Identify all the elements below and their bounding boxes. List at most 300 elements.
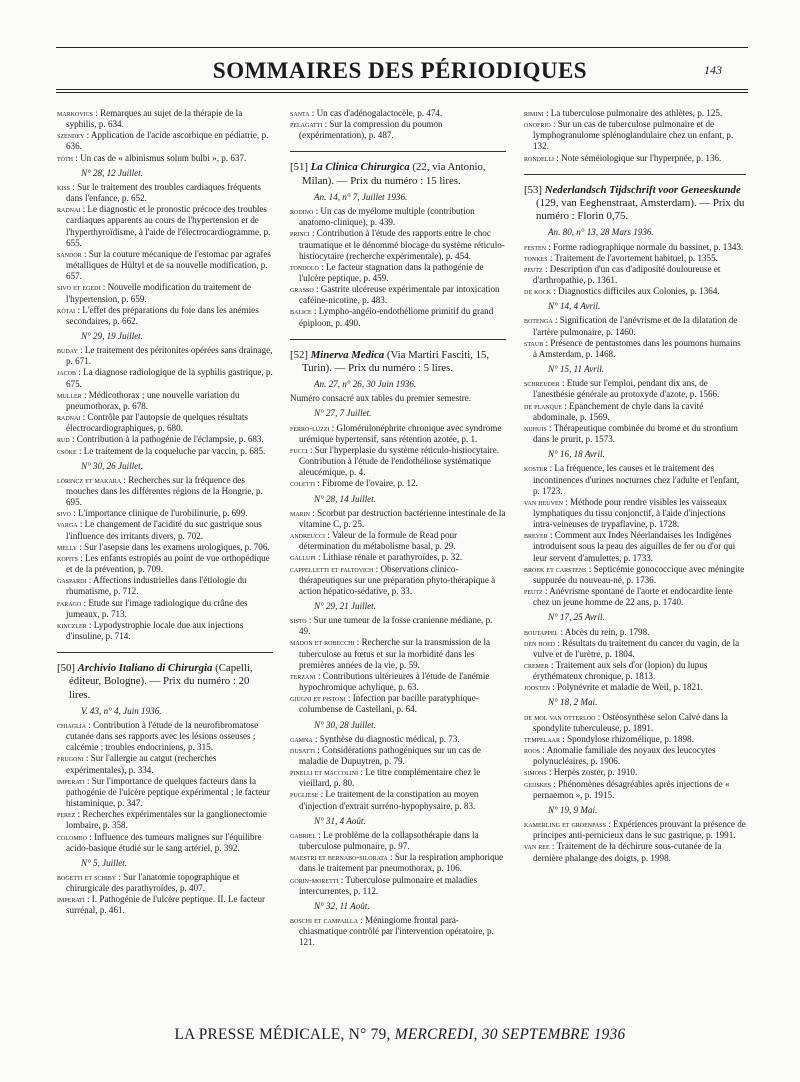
abstract-entry: breyer : Comment aux Indes Néerlandaises les Indigènes introduisent sous la peau des aiguilles de fer ou d'or qui leur servent d'amulettes, p. 1733. — [524, 530, 736, 563]
entry-author: szendey — [57, 131, 85, 141]
entry-author: van heuven — [524, 497, 563, 507]
abstract-entry: csöke : Le traitement de la coqueluche par vaccin, p. 685. — [57, 445, 266, 456]
issue-heading: N° 28, 14 Juillet. — [314, 493, 376, 504]
entry-text: Signification de l'anévrisme et de la dilatation de l'artère pulmonaire, p. 1460. — [533, 315, 738, 337]
abstract-entry: staub : Présence de pentastomes dans les poumons humains à Amsterdam, p. 1468. — [524, 337, 741, 359]
entry-text: Glomérulonéphrite chronique avec syndrome urémique hypertensif, sans rétention azotée, p. 1. — [299, 422, 502, 444]
entry-text: Sur l'importance de quelques facteurs dans la pathogénie de l'ulcère peptique expérimental ; le facteur histaminique, p. 347. — [66, 775, 270, 809]
entry-author: coletti — [290, 479, 315, 489]
entry-text: Anomalie familiale des noyaux des leucocytes polynucléaires, p. 1906. — [533, 745, 716, 767]
entry-text: Sur le traitement des troubles cardiaques fréquents dans l'enfance, p. 652. — [66, 181, 261, 204]
abstract-entry: geijskes : Phénomènes désagréables après injections de « pernaemon », p. 1915. — [524, 778, 730, 800]
abstract-entry: de mol van otterloo : Ostéosynthèse selon Calvé dans la spondylite tuberculeuse, p. 1891. — [524, 711, 728, 733]
abstract-entry: farago : Etude sur l'image radiologique du crâne des jumeaux, p. 713. — [57, 597, 248, 619]
entry-author: maestri et bernabo-silorata — [290, 853, 388, 863]
entry-author: tóth — [57, 153, 73, 163]
page-title: SOMMAIRES DES PÉRIODIQUES — [212, 58, 588, 83]
entry-text: Description d'un cas d'adiposité douloureuse et d'arthropathie, p. 1361. — [533, 263, 721, 286]
entry-author: grasso — [290, 285, 314, 295]
entry-author: princi — [290, 229, 310, 239]
abstract-entry: nijhuis : Thérapeutique combinée du brome et du strontium dans le prurit, p. 1573. — [524, 422, 738, 445]
column-2 — [290, 108, 506, 949]
entry-author: ferro-luzzi — [290, 423, 330, 433]
abstract-entry: cappelletti et faltovich : Observations clinico-thérapeutiques sur une préparation phyto-thérapique à action hépatico-sédative, p. 33. — [290, 563, 496, 596]
entry-author: colombo — [57, 832, 88, 842]
entry-text: L'importance clinique de l'urobilinurie, p. 699. — [78, 508, 248, 519]
abstract-entry: imperati : I. Pathogénie de l'ulcère peptique. II. Le facteur surrénal, p. 461. — [57, 894, 266, 916]
entry-text: Un cas d'adénogalactocèle, p. 474. — [316, 108, 443, 118]
abstract-entry: joosten : Polynévrite et maladie de Weil, p. 1821. — [524, 682, 703, 693]
abstract-entry: sivo et egedi : Nouvelle modification du traitement de l'hypertension, p. 659. — [57, 282, 251, 304]
entry-text: Sur l'allergie au catgut (recherches expérimentales), p. 334. — [66, 753, 217, 775]
entry-text: Spondylose rhizomélique, p. 1898. — [567, 733, 694, 744]
abstract-entry: frugoni : Sur l'allergie au catgut (recherches expérimentales), p. 334. — [57, 753, 217, 775]
entry-text: Lypodystrophie locale due aux injections d'insuline, p. 714. — [66, 619, 244, 642]
abstract-entry: jacob : La diagnose radiologique de la syphilis gastrique, p. 675. — [57, 367, 273, 389]
entry-text: Herpès zoster, p. 1910. — [553, 767, 638, 778]
abstract-entry: perez : Recherches expérimentales sur la ganglionectomie lombaire, p. 358. — [57, 809, 267, 831]
abstract-entry: peutz : Anévrisme spontané de l'aorte et endocardite lente chez un jeune homme de 22 ans, p. 1740. — [524, 586, 733, 608]
entry-author: nijhuis — [524, 423, 547, 433]
section-divider — [290, 339, 506, 340]
entry-text: La tuberculose pulmonaire des athlètes, p. 125. — [550, 108, 723, 118]
entry-author: boutappel — [524, 627, 559, 637]
entry-text: Expériences prouvant la présence de principes anti-pernicieux dans le suc gastrique, p. 1991. — [533, 819, 746, 841]
journal-details: (129, van Eeghenstraat, Amsterdam). — Prix du numéro : Florin 0,75. — [536, 196, 745, 223]
entry-text: Diagnostics difficiles aux Colonies, p. 1364. — [558, 286, 720, 297]
abstract-entry: gabriel : Le problème de la collapsothérapie dans la tuberculose pulmonaire, p. 97. — [290, 829, 479, 852]
journal-heading — [290, 349, 506, 375]
abstract-entry: kopits : Les enfants estropiés au point de vue orthopédique et de la prévention, p. 709. — [57, 552, 270, 575]
abstract-entry: fucci : Sur l'hyperplasie du système réticulo-histiocytaire. Contribution à l'étude de l'endothéliose systématique aleucémique, p. 4. — [290, 444, 499, 478]
entry-text: Le titre complémentaire chez le vieillard, p. 80. — [299, 767, 481, 789]
entry-author: perez — [57, 810, 76, 820]
entry-author: gabriel — [290, 830, 316, 840]
entry-text: Note séméiologique sur l'hyperpnée, p. 136. — [561, 152, 722, 163]
entry-text: Le problème de la collapsothérapie dans la tuberculose pulmonaire, p. 97. — [299, 829, 479, 852]
entry-text: Sur l'asepsie dans les examens urologiques, p. 706. — [84, 541, 270, 552]
abstract-entry: lörincz et makara : Recherches sur la fréquence des mouches dans les différentes régions de la Hongrie, p. 695. — [57, 474, 263, 508]
issue-heading: N° 30, 28 Juillet. — [314, 719, 376, 730]
entry-author: botenga — [524, 316, 553, 326]
abstract-entry: gaspardi : Affections industrielles dans l'étiologie du rhumatisme, p. 712. — [57, 575, 247, 597]
entry-author: schreuder — [524, 379, 560, 389]
entry-text: Comment aux Indes Néerlandaises les Indigènes introduisent sous la peau des aiguilles de fer ou d'or qui leur servent d'amulettes, p. 1733. — [533, 530, 736, 563]
entry-text: Phénomènes désagréables après injections de « pernaemon », p. 1915. — [533, 778, 730, 800]
abstract-entry: de kock : Diagnostics difficiles aux Colonies, p. 1364. — [524, 286, 720, 297]
entry-author: frugoni — [57, 754, 84, 764]
entry-text: Le traitement de la constipation au moyen d'injection d'extrait surréno-hypophysaire, p. 83. — [299, 789, 479, 811]
entry-text: Contribution à la pathogénie de l'éclampsie, p. 683. — [76, 434, 264, 445]
abstract-entry: maestri et bernabo-silorata : Sur la respiration amphorique dans le traitement par pneumothorax, p. 106. — [290, 852, 504, 874]
section-divider — [524, 174, 746, 175]
entry-author: madon et robecchi — [290, 638, 355, 648]
entry-text: Considérations pathogéniques sur un cas de maladie de Dupuytren, p. 79. — [299, 744, 481, 766]
issue-note: Numéro consacré aux tables du premier semestre. — [290, 393, 472, 404]
entry-author: rodino — [290, 207, 314, 217]
abstract-entry: simons : Herpès zoster, p. 1910. — [524, 767, 638, 778]
issue-heading: N° 30, 26 Juillet. — [81, 460, 143, 471]
abstract-entry: radnai : Contrôle par l'autopsie de quelques résultats électrocardiographiques, p. 680. — [57, 412, 248, 434]
abstract-entry: roos : Anomalie familiale des noyaux des leucocytes polynucléaires, p. 1906. — [524, 745, 716, 767]
entry-text: Etude sur l'emploi, pendant dix ans, de l'anesthésie générale au protoxyde d'azote, p. 1566. — [533, 378, 720, 400]
entry-text: Le facteur stagnation dans la pathogénie de l'ulcère peptique, p. 459. — [299, 261, 484, 283]
abstract-entry: colombo : Influence des tumeurs malignes sur l'équilibre acido-basique étudié sur le sang artériel, p. 392. — [57, 831, 262, 853]
footer — [0, 1026, 800, 1044]
abstract-entry: van heuven : Méthode pour rendre visibles les vaisseaux lymphatiques du tissu conjonctif, à l'aide d'injections intra-veineuses de trypaflavine, p. 1728. — [524, 496, 727, 530]
issue-heading: An. 14, n° 7, Juillet 1936. — [314, 191, 408, 202]
entry-text: Synthèse du diagnostic médical, p. 73. — [319, 733, 460, 744]
column-3 — [524, 108, 746, 864]
abstract-entry: de planque : Epanchement de chyle dans la cavité abdominale, p. 1569. — [524, 400, 704, 422]
entry-author: farago — [57, 598, 82, 608]
entry-author: gorin-moretti — [290, 875, 339, 885]
entry-text: Forme radiographique normale du bassinet, p. 1343. — [553, 241, 744, 252]
entry-author: lörincz et makara — [57, 475, 122, 485]
abstract-entry: tondolo : Le facteur stagnation dans la pathogénie de l'ulcère peptique, p. 459. — [290, 261, 484, 283]
entry-author: andreucci — [290, 531, 326, 541]
abstract-entry: coletti : Fibrome de l'ovaire, p. 12. — [290, 478, 418, 489]
issue-heading: N° 18, 2 Mai. — [548, 697, 598, 708]
entry-text: Sur la couture mécanique de l'estomac par agrafes métalliques de Hültyl et de sa nouvelle modification, p. 657. — [66, 248, 271, 282]
entry-author: rud — [57, 435, 70, 445]
entry-text: Présence de pentastomes dans les poumons humains à Amsterdam, p. 1468. — [533, 337, 741, 359]
abstract-entry: marin : Scorbut par destruction bactérienne intestinale de la vitamine C, p. 25. — [290, 507, 506, 529]
abstract-entry: peutz : Description d'un cas d'adiposité douloureuse et d'arthropathie, p. 1361. — [524, 263, 721, 286]
entry-text: Un cas de « albinismus solum bulbi », p. 637. — [80, 152, 247, 163]
title-rule — [56, 89, 748, 90]
entry-author: kinczler — [57, 620, 87, 630]
entry-author: cappelletti et faltovich — [290, 564, 374, 574]
entry-author: buday — [57, 346, 78, 356]
entry-text: Contribution à l'étude de la neurofibromatose cutanée dans ses rapports avec les lésions osseuses ; calcémie ; troubles endocriniens, p. 315. — [66, 719, 259, 753]
issue-heading: N° 5, Juillet. — [81, 857, 128, 868]
entry-text: Thérapeutique combinée du brome et du strontium dans le prurit, p. 1573. — [533, 422, 738, 445]
entry-text: Recherche sur la transmission de la tuberculose au fœtus et sur la morbidité dans les premières années de la vie, p. 59. — [299, 637, 491, 670]
entry-text: Traitement de la déchirure sous-cutanée de la dernière phalange des doigts, p. 1998. — [533, 841, 722, 863]
issue-heading: N° 32, 11 Août. — [314, 900, 370, 911]
abstract-entry: tóth : Un cas de « albinismus solum bulbi », p. 637. — [57, 152, 247, 163]
entry-author: tondolo — [290, 262, 319, 272]
abstract-entry: balice : Lympho-angéio-endothéliome primitif du grand épiploon, p. 490. — [290, 306, 494, 328]
entry-text: Le diagnostic et le pronostic précoce des troubles cardiaques apparents au cours de l'hypertension et de l'hyperthyroïdisme, à l'aide de l'électrocardiogramme, p. 655. — [66, 204, 271, 248]
entry-author: imperati — [57, 776, 85, 786]
abstract-entry: sándor : Sur la couture mécanique de l'estomac par agrafes métalliques de Hültyl et de sa nouvelle modification, p. 657. — [57, 248, 271, 282]
journal-details: (22, via Antonio, Milan). — Prix du numéro : 15 lires. — [302, 161, 486, 187]
entry-author: breyer — [524, 531, 548, 541]
entry-author: broek et carstens — [524, 564, 587, 574]
entry-text: Scorbut par destruction bactérienne intestinale de la vitamine C, p. 25. — [299, 507, 506, 529]
entry-text: Un cas de myélome multiple (contribution anatomo-clinique), p. 439. — [299, 206, 475, 228]
page-number: 143 — [704, 63, 722, 77]
entry-author: kamerling et groenpass — [524, 820, 606, 830]
entry-text: Résultats du traitement du cancer du vagin, de la vulve et de l'urètre, p. 1804. — [533, 637, 740, 659]
entry-text: I. Pathogénie de l'ulcère peptique. II. Le facteur surrénal, p. 461. — [66, 894, 266, 916]
entry-text: Recherches expérimentales sur la ganglionectomie lombaire, p. 358. — [66, 809, 267, 831]
abstract-entry: onofrio : Sur un cas de tuberculose pulmonaire et de lymphogranulome splénoglandulaire chez un enfant, p. 132. — [524, 119, 734, 152]
entry-author: gamna — [290, 734, 313, 744]
entry-author: de mol van otterloo — [524, 712, 596, 722]
entry-author: kopits — [57, 553, 79, 563]
issue-heading: V. 43, n° 4, Juin 1936. — [81, 705, 162, 716]
issue-heading: N° 17, 25 Avril. — [548, 612, 605, 623]
top-rule — [56, 47, 748, 48]
entry-author: geijskes — [524, 779, 552, 789]
entry-text: Septicémie gonococcique avec méningite suppurée du nouveau-né, p. 1736. — [533, 563, 745, 585]
abstract-entry: boschi et campailla : Méningiome frontal para-chiasmatique contrôlé par l'intervention opératoire, p. 121. — [290, 915, 494, 948]
issue-heading: N° 16, 18 Avril. — [548, 449, 605, 460]
entry-author: van ree — [524, 842, 550, 852]
abstract-entry: botenga : Signification de l'anévrisme et de la dilatation de l'artère pulmonaire, p. 1460. — [524, 315, 738, 337]
journal-number: [53] — [524, 183, 542, 196]
entry-author: chiaglia — [57, 720, 86, 730]
abstract-entry: grasso : Gastrite ulcéreuse expérimentale par intoxication caféine-nicotine, p. 483. — [290, 284, 500, 306]
journal-number: [50] — [57, 662, 75, 675]
entry-author: marin — [290, 508, 311, 518]
abstract-entry: andreucci : Valeur de la formule de Read pour détermination du métabolisme basal, p. 29. — [290, 530, 458, 552]
entry-author: markovics — [57, 109, 94, 118]
entry-text: Remarques au sujet de la thérapie de la syphilis, p. 634. — [66, 108, 243, 130]
entry-author: tempelaar — [524, 734, 560, 744]
entry-author: gaspardi — [57, 576, 87, 586]
abstract-entry: cremer : Traitement aux sels d'or (lopion) du lupus érythémateux chronique, p. 1813. — [524, 660, 708, 682]
journal-number: [51] — [290, 161, 308, 174]
footer-number: N° 79, — [348, 1026, 391, 1043]
issue-heading: N° 14, 4 Avril. — [548, 301, 601, 312]
entry-text: Traitement aux sels d'or (lopion) du lupus érythémateux chronique, p. 1813. — [533, 660, 708, 682]
abstract-entry: festen : Forme radiographique normale du bassinet, p. 1343. — [524, 241, 744, 252]
entry-text: Médicothorax ; une nouvelle variation du pneumothorax, p. 678. — [66, 389, 240, 411]
entry-author: imperati — [57, 895, 85, 905]
issue-heading: N° 27, 7 Juillet. — [314, 408, 372, 419]
abstract-entry: ferro-luzzi : Glomérulonéphrite chronique avec syndrome urémique hypertensif, sans rétention azotée, p. 1. — [290, 422, 502, 444]
entry-text: Le changement de l'acidité du suc gastrique sous l'influence des irritants divers, p. 702. — [66, 519, 262, 541]
entry-text: Polynévrite et maladie de Weil, p. 1821. — [557, 682, 703, 693]
entry-author: pelagatti — [290, 120, 323, 130]
abstract-entry: chiaglia : Contribution à l'étude de la neurofibromatose cutanée dans ses rapports avec les lésions osseuses ; calcémie ; troubles endocriniens, p. 315. — [57, 719, 259, 753]
entry-author: pugliese — [290, 790, 319, 800]
entry-author: rondelli — [524, 153, 554, 163]
abstract-entry: gorin-moretti : Tuberculose pulmonaire et maladies intercurrentes, p. 112. — [290, 874, 478, 896]
entry-author: fucci — [290, 445, 308, 455]
issue-heading: N° 29, 19 Juillet. — [81, 330, 143, 341]
abstract-entry: giugni et pistoni : Infection par bacille paratyphique-columbense de Castellani, p. 64. — [290, 693, 479, 715]
abstract-entry: rondelli : Note séméiologique sur l'hyperpnée, p. 136. — [524, 152, 722, 163]
abstract-entry: schreuder : Etude sur l'emploi, pendant dix ans, de l'anesthésie générale au protoxyde d'azote, p. 1566. — [524, 378, 720, 400]
footer-date: MERCREDI, 30 SEPTEMBRE 1936 — [394, 1026, 626, 1043]
issue-heading: An. 80, n° 13, 28 Mars 1936. — [548, 227, 654, 238]
entry-author: festen — [524, 242, 547, 252]
entry-author: balice — [290, 307, 312, 317]
entry-text: Contributions ultérieures à l'étude de l'anémie hypochromique achylique, p. 63. — [299, 670, 490, 693]
journal-heading — [57, 662, 273, 702]
entry-text: Lympho-angéio-endothéliome primitif du grand épiploon, p. 490. — [299, 306, 494, 328]
entry-author: onofrio — [524, 120, 551, 130]
entry-author: staub — [524, 338, 544, 348]
entry-text: La fréquence, les causes et le traitement des incontinences d'urines nocturnes chez l'adulte et l'enfant, p. 1723. — [533, 463, 740, 496]
entry-text: Observations clinico-thérapeutiques sur une préparation phyto-thérapique à action hépatico-sédative, p. 33. — [299, 563, 496, 596]
abstract-entry: pinelli et maccolini : Le titre complémentaire chez le vieillard, p. 80. — [290, 767, 481, 789]
entry-text: Sur une tumeur de la fosse cranienne médiane, p. 49. — [299, 615, 493, 637]
journal-details: (Via Martiri Fasciti, 15, Turin). — Prix du numéro : 5 lires. — [302, 348, 490, 374]
entry-text: Contrôle par l'autopsie de quelques résultats électrocardiographiques, p. 680. — [66, 412, 248, 434]
entry-text: Sur la compression du poumon (expérimentation), p. 487. — [299, 119, 443, 141]
entry-text: Valeur de la formule de Read pour détermination du métabolisme basal, p. 29. — [299, 530, 458, 552]
abstract-entry: van ree : Traitement de la déchirure sous-cutanée de la dernière phalange des doigts, p. 1998. — [524, 841, 722, 863]
abstract-entry: rodino : Un cas de myélome multiple (contribution anatomo-clinique), p. 439. — [290, 206, 475, 228]
abstract-entry: szendey : Application de l'acide ascorbique en pédiatrie, p. 636. — [57, 130, 269, 152]
abstract-entry: kótai : L'effet des préparations du foie dans les anémies secondaires, p. 662. — [57, 304, 259, 326]
abstract-entry: buday : Le traitement des péritonites opérées sans drainage, p. 671. — [57, 345, 273, 367]
entry-text: Sur un cas de tuberculose pulmonaire et de lymphogranulome splénoglandulaire chez un enfant, p. 132. — [533, 119, 734, 152]
abstract-entry: gallupi : Lithiase rénale et parathyroïdes, p. 32. — [290, 552, 463, 563]
entry-author: giugni et pistoni — [290, 694, 346, 704]
journal-number: [52] — [290, 348, 308, 361]
journal-heading — [524, 184, 746, 224]
entry-author: peutz — [524, 264, 543, 274]
entry-text: Le traitement des péritonites opérées sans drainage, p. 671. — [66, 345, 273, 367]
entry-author: peutz — [524, 587, 543, 597]
entry-author: radnai — [57, 205, 81, 215]
entry-author: sivo et egedi — [57, 283, 101, 293]
entry-author: de kock — [524, 287, 552, 297]
entry-author: tonkes — [524, 253, 548, 263]
entry-text: Sur la respiration amphorique dans le traitement par pneumothorax, p. 106. — [299, 852, 504, 874]
footer-journal: LA PRESSE MÉDICALE, — [174, 1026, 345, 1043]
abstract-entry: terzani : Contributions ultérieures à l'étude de l'anémie hypochromique achylique, p. 63. — [290, 670, 490, 693]
entry-text: Méthode pour rendre visibles les vaisseaux lymphatiques du tissu conjonctif, à l'aide d'injections intra-veineuses de trypaflavine, p. 1728. — [533, 496, 727, 530]
abstract-entry: radnai : Le diagnostic et le pronostic précoce des troubles cardiaques apparents au cours de l'hypertension et de l'hyperthyroïdisme, à l'aide de l'électrocardiogramme, p. 655. — [57, 204, 271, 248]
section-divider — [290, 151, 506, 152]
journal-title: Archivio Italiano di Chirurgia — [77, 662, 213, 675]
entry-author: cremer — [524, 661, 549, 671]
abstract-entry: dusatti : Considérations pathogéniques sur un cas de maladie de Dupuytren, p. 79. — [290, 744, 481, 766]
entry-author: roos — [524, 746, 541, 756]
issue-heading: N° 28, 12 Juillet. — [81, 167, 143, 178]
entry-text: L'effet des préparations du foie dans les anémies secondaires, p. 662. — [66, 304, 259, 326]
abstract-entry: tonkes : Traitement de l'avortement habituel, p. 1355. — [524, 252, 718, 263]
entry-author: kiss — [57, 182, 71, 192]
entry-author: den hoed — [524, 638, 556, 648]
entry-text: Lithiase rénale et parathyroïdes, p. 32. — [322, 552, 463, 563]
entry-text: Tuberculose pulmonaire et maladies intercurrentes, p. 112. — [299, 874, 478, 896]
entry-text: Contribution à l'étude des rapports entre le choc traumatique et le dénommé blocage du système réticulo-histiocytaire (recherche expérimentale), p. 454. — [299, 228, 505, 261]
entry-author: sivo — [57, 509, 72, 519]
abstract-entry: madon et robecchi : Recherche sur la transmission de la tuberculose au fœtus et sur la morbidité dans les premières années de la vie, p. 59. — [290, 637, 491, 670]
abstract-entry: tempelaar : Spondylose rhizomélique, p. 1898. — [524, 733, 694, 744]
column-1 — [57, 108, 273, 917]
entry-author: varga — [57, 520, 78, 530]
abstract-entry: rud : Contribution à la pathogénie de l'éclampsie, p. 683. — [57, 434, 264, 445]
abstract-entry: sivo : L'importance clinique de l'urobilinurie, p. 699. — [57, 508, 248, 519]
issue-heading: An. 27, n° 26, 30 Juin 1936. — [314, 379, 417, 390]
entry-text: Affections industrielles dans l'étiologie du rhumatisme, p. 712. — [66, 575, 247, 597]
entry-author: csöke — [57, 446, 77, 456]
abstract-entry: melly : Sur l'asepsie dans les examens urologiques, p. 706. — [57, 541, 270, 552]
abstract-entry: kamerling et groenpass : Expériences prouvant la présence de principes anti-pernicieux dans le suc gastrique, p. 1991. — [524, 819, 746, 841]
entry-text: Application de l'acide ascorbique en pédiatrie, p. 636. — [66, 130, 269, 152]
journal-heading — [290, 161, 506, 187]
abstract-entry: den hoed : Résultats du traitement du cancer du vagin, de la vulve et de l'urètre, p. 1804. — [524, 637, 740, 659]
abstract-entry: boutappel : Abcès du rein, p. 1798. — [524, 626, 650, 637]
entry-author: joosten — [524, 683, 551, 693]
entry-text: Gastrite ulcéreuse expérimentale par intoxication caféine-nicotine, p. 483. — [299, 284, 500, 306]
entry-author: sisto — [290, 616, 307, 626]
entry-author: koster — [524, 464, 548, 474]
entry-author: jacob — [57, 368, 77, 378]
abstract-entry: koster : La fréquence, les causes et le traitement des incontinences d'urines nocturnes chez l'adulte et l'enfant, p. 1723. — [524, 463, 740, 496]
entry-author: radnai — [57, 413, 81, 423]
entry-text: Le traitement de la coqueluche par vaccin, p. 685. — [83, 445, 266, 456]
issue-heading: N° 31, 4 Août. — [314, 815, 366, 826]
abstract-entry: princi : Contribution à l'étude des rapports entre le choc traumatique et le dénommé blocage du système réticulo-histiocytaire (recherche expérimentale), p. 454. — [290, 228, 505, 261]
abstract-entry: gamna : Synthèse du diagnostic médical, p. 73. — [290, 733, 460, 744]
entry-author: boschi et campailla — [290, 916, 358, 926]
entry-text: Etude sur l'image radiologique du crâne des jumeaux, p. 713. — [66, 597, 248, 619]
abstract-entry: muller : Médicothorax ; une nouvelle variation du pneumothorax, p. 678. — [57, 389, 240, 411]
abstract-entry: markovics : Remarques au sujet de la thérapie de la syphilis, p. 634. — [57, 108, 243, 130]
entry-text: Abcès du rein, p. 1798. — [564, 626, 650, 637]
entry-author: gallupi — [290, 553, 316, 563]
entry-author: muller — [57, 390, 82, 400]
entry-author: de planque — [524, 401, 563, 411]
section-divider — [57, 652, 273, 653]
entry-author: bogetti et schiby — [57, 872, 117, 882]
abstract-entry: sisto : Sur une tumeur de la fosse cranienne médiane, p. 49. — [290, 615, 493, 637]
abstract-entry: pelagatti : Sur la compression du poumon (expérimentation), p. 487. — [290, 119, 443, 141]
journal-details: (Capelli, éditeur, Bologne). — Prix du numéro : 20 lires. — [69, 662, 253, 701]
journal-title: La Clinica Chirurgica — [310, 161, 410, 174]
title-rule-thin — [56, 92, 748, 93]
entry-author: melly — [57, 542, 78, 552]
issue-heading: N° 15, 11 Avril. — [548, 364, 605, 375]
abstract-entry: rimini : La tuberculose pulmonaire des athlètes, p. 125. — [524, 108, 723, 118]
entry-text: Sur l'anatomie topographique et chirurgicale des parathyroïdes, p. 407. — [66, 871, 240, 894]
entry-text: Fibrome de l'ovaire, p. 12. — [322, 478, 418, 489]
entry-text: Infection par bacille paratyphique-columbense de Castellani, p. 64. — [299, 693, 479, 715]
entry-text: Ostéosynthèse selon Calvé dans la spondylite tuberculeuse, p. 1891. — [533, 711, 728, 733]
entry-text: Les enfants estropiés au point de vue orthopédique et de la prévention, p. 709. — [66, 552, 270, 575]
entry-author: simons — [524, 768, 547, 778]
entry-author: kótai — [57, 305, 76, 315]
abstract-entry: bogetti et schiby : Sur l'anatomie topographique et chirurgicale des parathyroïdes, p. 407. — [57, 871, 240, 894]
entry-text: Recherches sur la fréquence des mouches dans les différentes régions de la Hongrie, p. 695. — [66, 474, 263, 508]
journal-title: Nederlandsch Tijdschrift voor Geneeskunde — [544, 183, 741, 196]
issue-heading: N° 19, 9 Mai. — [548, 804, 598, 815]
entry-author: sándor — [57, 249, 82, 259]
abstract-entry: kinczler : Lypodystrophie locale due aux injections d'insuline, p. 714. — [57, 619, 244, 642]
entry-text: Anévrisme spontané de l'aorte et endocardite lente chez un jeune homme de 22 ans, p. 1740. — [533, 586, 733, 608]
entry-text: Influence des tumeurs malignes sur l'équilibre acido-basique étudié sur le sang artériel, p. 392. — [66, 831, 262, 853]
entry-author: rimini — [524, 109, 544, 118]
entry-text: Nouvelle modification du traitement de l'hypertension, p. 659. — [66, 282, 251, 304]
entry-text: Sur l'hyperplasie du système réticulo-histiocytaire. Contribution à l'étude de l'endothéliose systématique aleucémique, p. 4. — [299, 444, 499, 478]
journal-title: Minerva Medica — [310, 348, 385, 361]
entry-text: Traitement de l'avortement habituel, p. 1355. — [554, 252, 718, 263]
entry-text: La diagnose radiologique de la syphilis gastrique, p. 675. — [66, 367, 273, 389]
entry-author: terzani — [290, 671, 316, 681]
abstract-entry: imperati : Sur l'importance de quelques facteurs dans la pathogénie de l'ulcère peptique expérimental ; le facteur histaminique, p. 347. — [57, 775, 270, 809]
abstract-entry: varga : Le changement de l'acidité du suc gastrique sous l'influence des irritants divers, p. 702. — [57, 519, 262, 541]
entry-author: dusatti — [290, 745, 315, 755]
entry-author: santa — [290, 109, 310, 118]
abstract-entry: broek et carstens : Septicémie gonococcique avec méningite suppurée du nouveau-né, p. 1736. — [524, 563, 745, 585]
abstract-entry: kiss : Sur le traitement des troubles cardiaques fréquents dans l'enfance, p. 652. — [57, 181, 261, 204]
issue-heading: N° 29, 21 Juillet. — [314, 600, 376, 611]
entry-text: Méningiome frontal para-chiasmatique contrôlé par l'intervention opératoire, p. 121. — [299, 915, 494, 948]
abstract-entry: pugliese : Le traitement de la constipation au moyen d'injection d'extrait surréno-hypophysaire, p. 83. — [290, 789, 479, 811]
abstract-entry: santa : Un cas d'adénogalactocèle, p. 474. — [290, 108, 443, 118]
